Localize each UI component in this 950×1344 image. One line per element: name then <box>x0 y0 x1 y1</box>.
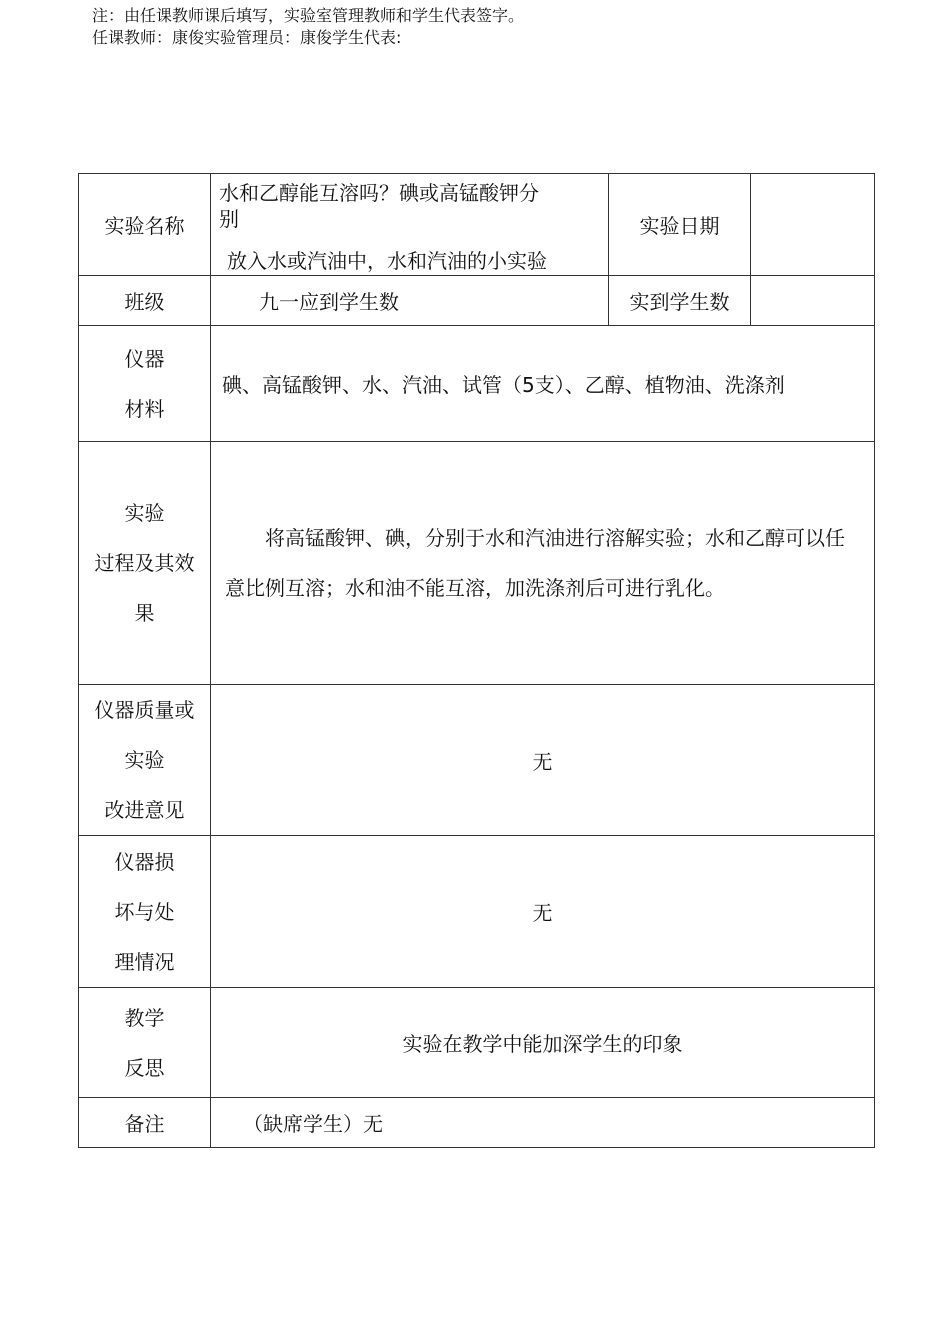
experiment-date-label: 实验日期 <box>609 174 751 276</box>
process-label <box>79 442 211 685</box>
experiment-name-line-3: 放入水或汽油中，水和汽油的小实验 <box>227 249 547 273</box>
quality-label <box>79 685 211 836</box>
remark-value: （缺席学生）无 <box>211 1098 875 1148</box>
row-reflection <box>79 988 875 1098</box>
class-label: 班级 <box>79 276 211 326</box>
quality-label-line-3: 改进意见 <box>104 798 185 822</box>
row-class <box>79 276 875 326</box>
experiment-name-label: 实验名称 <box>79 174 211 276</box>
experiment-name-line-1: 水和乙醇能互溶吗？碘或高锰酸钾分 <box>219 181 539 205</box>
damage-label-line-1: 仪器损 <box>114 849 175 874</box>
process-label-line-1: 实验 <box>124 501 165 525</box>
equipment-label-line-1: 仪器 <box>124 346 165 371</box>
row-experiment-name <box>79 174 875 276</box>
equipment-label <box>79 326 211 442</box>
damage-label-line-3: 理情况 <box>114 949 175 974</box>
note-line-2: 任课教师：康俊实验管理员：康俊学生代表: <box>92 28 402 47</box>
class-value: 九一应到学生数 <box>211 276 609 326</box>
reflection-label <box>79 988 211 1098</box>
reflection-label-line-2: 反思 <box>124 1055 165 1080</box>
equipment-value: 碘、高锰酸钾、水、汽油、试管（5支）、乙醇、植物油、洗涤剂 <box>211 326 875 442</box>
note-line-1: 注：由任课教师课后填写，实验室管理教师和学生代表签字。 <box>92 6 525 25</box>
reflection-value: 实验在教学中能加深学生的印象 <box>211 988 875 1098</box>
remark-label: 备注 <box>79 1098 211 1148</box>
experiment-record-table <box>78 173 875 1148</box>
present-students-value <box>751 276 875 326</box>
reflection-label-line-1: 教学 <box>124 1005 165 1030</box>
process-text: 将高锰酸钾、碘，分别于水和汽油进行溶解实验；水和乙醇可以任意比例互溶；水和油不能互溶，加洗涤剂后可进行乳化。 <box>225 526 845 600</box>
present-students-label: 实到学生数 <box>609 276 751 326</box>
process-value <box>211 442 875 685</box>
quality-label-line-1: 仪器质量或 <box>94 698 195 722</box>
experiment-date-value <box>751 174 875 276</box>
quality-label-line-2: 实验 <box>124 748 165 772</box>
process-label-line-3: 果 <box>134 601 155 625</box>
experiment-name-line-2: 别 <box>219 207 239 231</box>
damage-label-line-2: 坏与处 <box>114 899 175 924</box>
row-equipment <box>79 326 875 442</box>
row-remark <box>79 1098 875 1148</box>
row-process <box>79 442 875 685</box>
damage-label <box>79 836 211 988</box>
equipment-label-line-2: 材料 <box>124 396 165 421</box>
experiment-name-value <box>211 174 609 276</box>
quality-value: 无 <box>211 685 875 836</box>
row-quality <box>79 685 875 836</box>
row-damage <box>79 836 875 988</box>
damage-value: 无 <box>211 836 875 988</box>
process-label-line-2: 过程及其效 <box>94 551 195 575</box>
